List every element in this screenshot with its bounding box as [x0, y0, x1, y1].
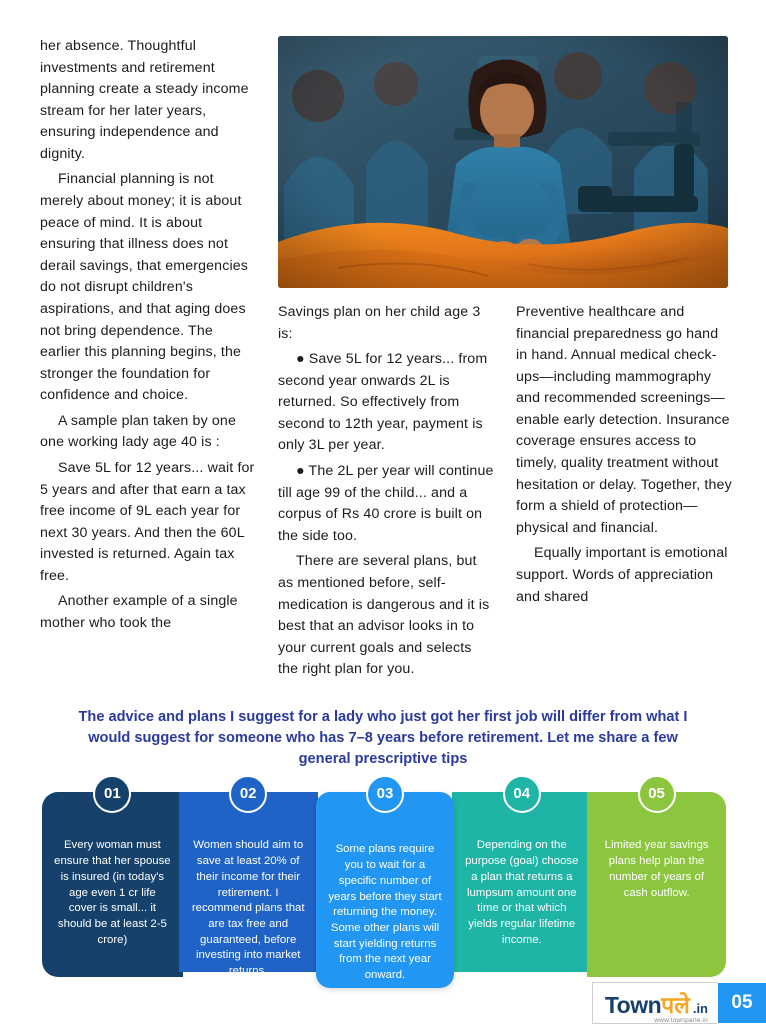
paragraph: There are several plans, but as mentioned before, self-medication is dangerous and it is best that an advisor looks in to your current goals and selects the right plan for you.: [278, 553, 490, 678]
logo-text-parle: पले: [661, 992, 690, 1018]
section-headline: The advice and plans I suggest for a lady who just got her first job will differ from what I would suggest for someone who has 7–8 years before retirement. Let me share a few general prescriptive tips: [78, 708, 688, 768]
right-block: [278, 36, 732, 681]
logo-website-url: www.townparle.in: [654, 1017, 708, 1024]
tip-card-text: Every woman must ensure that her spouse is insured (in today's age even 1 cr life cover is small... it should be at least 2-5 crore): [54, 839, 171, 946]
tip-number-badge: 05: [638, 775, 676, 813]
tip-card-text: Some plans require you to wait for a specific number of years before they start returning the money. Some other plans will start yielding returns from the next year onward.: [328, 843, 442, 982]
page-number: 05: [718, 983, 766, 1023]
paragraph: ● Save 5L for 12 years... from second year onwards 2L is returned. So effectively from second to 12th year, payment is only 3L per year.: [278, 351, 488, 454]
tip-card-text: Women should aim to save at least 20% of their income for their retirement. I recommend plans that are tax free and guaranteed, before investing into market returns.: [191, 839, 305, 978]
paragraph: Savings plan on her child age 3 is:: [278, 304, 481, 342]
tip-number-badge: 02: [229, 775, 267, 813]
tip-card-2: [179, 784, 318, 978]
lower-two-columns: [278, 302, 732, 681]
paragraph: Preventive healthcare and financial preparedness go hand in hand. Annual medical check-ups—including mammography and recommended screenings—enable early detection. Insurance coverage ensures access to timely, quality treatment without hesitation or delay. Together, they form a shield of protection—physical and financial.: [516, 304, 732, 536]
tip-card-1: [42, 784, 183, 977]
magazine-logo: [592, 982, 718, 1024]
article-photo: [278, 36, 728, 288]
paragraph: A sample plan taken by one one working lady age 40 is :: [40, 412, 237, 451]
paragraph: ● The 2L per year will continue till age 99 of the child... and a corpus of Rs 40 crore is built on the side too.: [278, 463, 494, 544]
logo-text-town: Town: [604, 992, 662, 1018]
paragraph: Financial planning is not merely about money; it is about peace of mind. It is about ensuring that illness does not derail savings, that emergencies do not disrupt children's aspirations, and that aging does not bring dependence. The earlier this planning begins, the stronger the foundation for confidence and choice.: [40, 171, 249, 404]
tip-number-badge: 01: [93, 775, 131, 813]
column-one: [40, 36, 256, 635]
tip-number-badge: 03: [366, 775, 404, 813]
top-layout: [40, 36, 732, 681]
paragraph: her absence. Thoughtful investments and retirement planning create a steady income stream for her later years, ensuring independence and dignity.: [40, 38, 249, 162]
paragraph: Save 5L for 12 years... wait for 5 years and after that earn a tax free income of 9L each year for next 30 years. And then the 60L invested is returned. Again tax free.: [40, 459, 255, 584]
column-two: [278, 302, 494, 681]
column-three: [516, 302, 732, 681]
tips-ribbon: [40, 784, 726, 997]
tip-card-text: Depending on the purpose (goal) choose a plan that returns a lumpsum amount one time or that which yields regular lifetime income.: [465, 839, 579, 946]
tip-card-text: Limited year savings plans help plan the number of years of cash outflow.: [604, 839, 709, 899]
paragraph: Another example of a single mother who took the: [40, 593, 238, 632]
tip-number-badge: 04: [503, 775, 541, 813]
paragraph: Equally important is emotional support. Words of appreciation and shared: [516, 545, 728, 605]
footer-inner: [592, 982, 766, 1024]
tip-card-5: [587, 784, 726, 977]
tip-card-3: [316, 784, 455, 988]
tip-card-4: [452, 784, 591, 972]
logo-text-domain: .in: [692, 1001, 708, 1016]
